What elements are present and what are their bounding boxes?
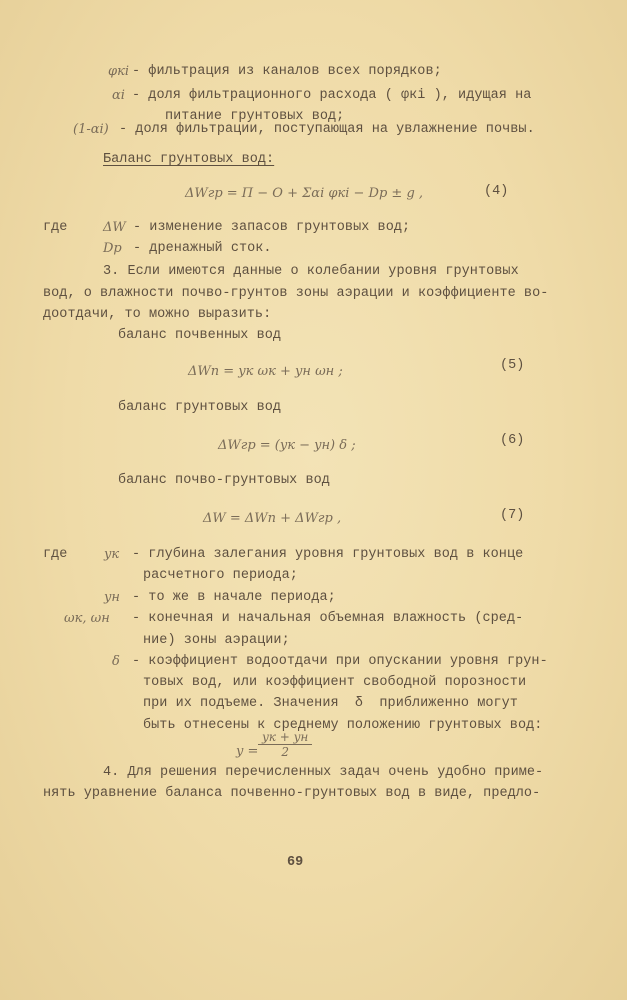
equation-5: ΔWп = yк ωк + yн ωн ; <box>188 364 343 379</box>
symbol: ωк, ωн <box>64 611 110 626</box>
text-line: ние) зоны аэрации; <box>143 633 290 648</box>
text-line: нять уравнение баланса почвенно-грунтовых вод в виде, предло- <box>43 786 541 801</box>
equation-number: (7) <box>500 508 525 523</box>
equation-number: (6) <box>500 433 525 448</box>
text-line: при их подъеме. Значения δ приближенно могут <box>143 696 518 711</box>
text-line: - конечная и начальная объемная влажность (сред- <box>132 611 524 626</box>
symbol: yк <box>104 547 120 562</box>
text-line: быть отнесены к среднему положению грунтовых вод: <box>143 718 543 733</box>
equation-6: ΔWгр = (yк − yн) δ ; <box>218 438 356 453</box>
fraction-numerator: yк + yн <box>258 730 312 745</box>
text-line: баланс почвенных вод <box>118 328 282 343</box>
section-heading: Баланс грунтовых вод: <box>103 152 275 167</box>
text-line: - доля фильтрационного расхода ( φкi ), идущая на <box>132 88 532 103</box>
text-line: - то же в начале периода; <box>132 590 336 605</box>
text-line: расчетного периода; <box>143 568 298 583</box>
text-line: где <box>43 547 68 562</box>
symbol: ΔW <box>103 220 126 235</box>
symbol: αi <box>112 88 125 103</box>
text-line: - фильтрация из каналов всех порядков; <box>132 64 442 79</box>
text-line: 4. Для решения перечисленных задач очень удобно приме- <box>103 765 544 780</box>
text-line: - доля фильтрации, поступающая на увлажнение почвы. <box>119 122 535 137</box>
text-line: - изменение запасов грунтовых вод; <box>133 220 411 235</box>
equation-y-lhs: y = <box>236 744 259 759</box>
equation-number: (4) <box>484 184 509 199</box>
text-line: вод, о влажности почво-грунтов зоны аэрации и коэффициенте во- <box>43 286 549 301</box>
equation-4: ΔWгр = П − О + Σαi φкi − Dр ± g , <box>185 186 424 201</box>
equation-y-fraction <box>258 730 312 759</box>
text-line: доотдачи, то можно выразить: <box>43 307 272 322</box>
fraction-denominator: 2 <box>281 745 289 759</box>
symbol: (1-αi) <box>73 122 109 137</box>
equation-number: (5) <box>500 358 525 373</box>
symbol: δ <box>112 654 120 669</box>
text-line: баланс почво-грунтовых вод <box>118 473 330 488</box>
text-line: - глубина залегания уровня грунтовых вод в конце <box>132 547 524 562</box>
symbol: φкi <box>108 64 130 79</box>
text-line: - коэффициент водоотдачи при опускании уровня грун- <box>132 654 548 669</box>
symbol: Dр <box>103 241 122 256</box>
text-line: питание грунтовых вод; <box>165 109 345 124</box>
equation-7: ΔW = ΔWп + ΔWгр , <box>203 511 342 526</box>
text-line: товых вод, или коэффициент свободной порозности <box>143 675 527 690</box>
text-line: - дренажный сток. <box>133 241 272 256</box>
text-line: где <box>43 220 68 235</box>
text-line: 3. Если имеются данные о колебании уровня грунтовых <box>103 264 519 279</box>
text-line: баланс грунтовых вод <box>118 400 282 415</box>
page-number: 69 <box>287 855 304 870</box>
symbol: yн <box>104 590 120 605</box>
